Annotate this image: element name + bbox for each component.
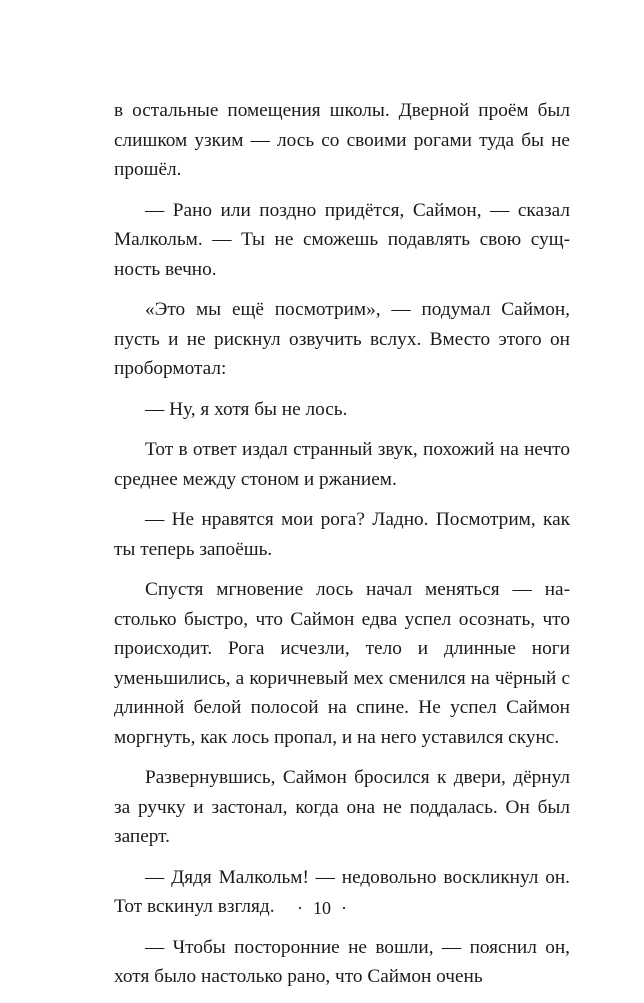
folio-ornament-left: · xyxy=(297,898,303,918)
book-page-text xyxy=(114,96,570,1003)
page-number: 10 xyxy=(313,898,331,918)
page-footer xyxy=(0,897,644,919)
paragraph-10: — Чтобы посторонние не вошли, — пояснил он, хотя было настолько рано, что Саймон очень xyxy=(114,936,570,987)
paragraph-4: — Ну, я хотя бы не лось. xyxy=(145,398,348,420)
folio-ornament-right: · xyxy=(341,898,347,918)
paragraph-7: Спустя мгновение лось начал меняться — настолько быстро, что Саймон едва успел осознать, что происходит. Рога исчезли, тело и длинные ноги уменьшились, а коричневый мех сменился на чёрный с длинной белой полосой на спине. Не успел Саймон моргнуть, как лось пропал, и на него уставился скунс. xyxy=(114,579,570,748)
paragraph-9: — Дядя Малкольм! — недовольно воскликнул он. Тот вскинул взгляд. xyxy=(114,866,570,917)
paragraph-3: «Это мы ещё посмотрим», — подумал Саймон, пусть и не рискнул озвучить вслух. Вместо этого он пробормотал: xyxy=(114,299,570,379)
paragraph-6: — Не нравятся мои рога? Ладно. Посмотрим, как ты теперь запоёшь. xyxy=(114,509,570,560)
paragraph-8: Развернувшись, Саймон бросился к двери, дёрнул за ручку и застонал, когда она не поддалась. Он был заперт. xyxy=(114,767,570,847)
paragraph-1: в остальные помещения школы. Дверной проём был слишком узким — лось со своими рогами туда бы не прошёл. xyxy=(114,100,570,180)
paragraph-5: Тот в ответ издал странный звук, похожий на нечто среднее между стоном и ржанием. xyxy=(114,439,570,490)
paragraph-2: — Рано или поздно придётся, Саймон, — сказал Малкольм. — Ты не сможешь подавлять свою сущность вечно. xyxy=(114,199,570,280)
